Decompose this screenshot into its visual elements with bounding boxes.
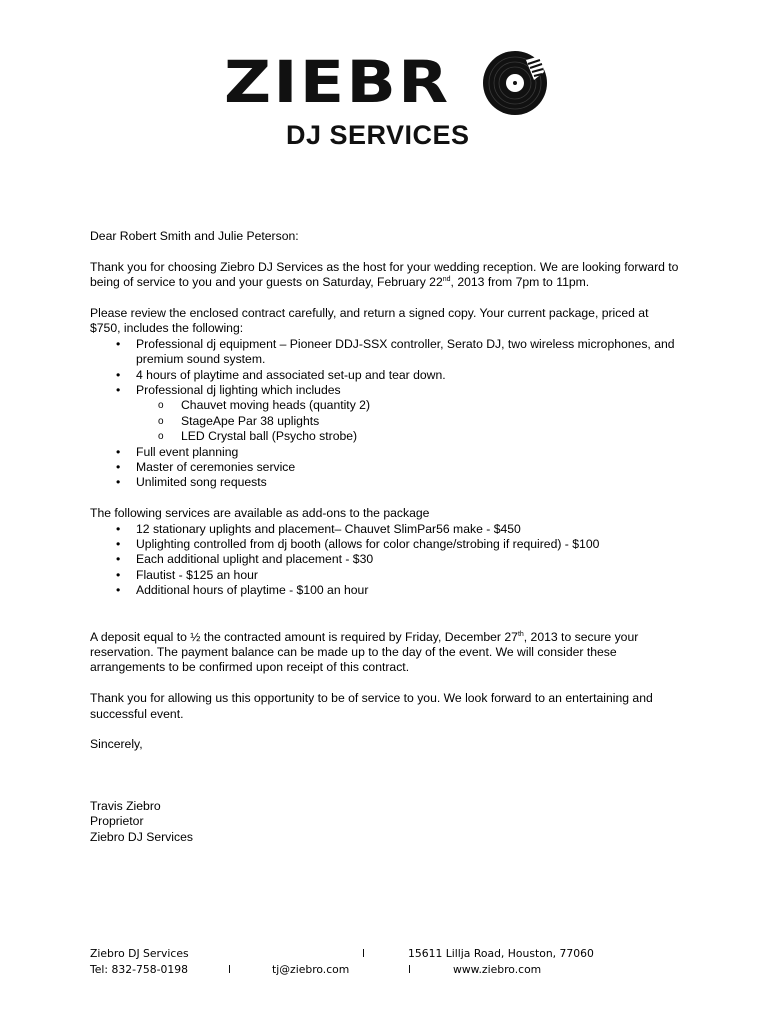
- list-item: o Chauvet moving heads (quantity 2): [181, 398, 680, 413]
- footer-company: Ziebro DJ Services: [90, 947, 189, 960]
- list-item: o LED Crystal ball (Psycho strobe): [181, 429, 680, 444]
- deposit-paragraph: [90, 630, 680, 676]
- greeting: Dear Robert Smith and Julie Peterson:: [90, 229, 299, 243]
- footer-separator: l: [228, 963, 231, 976]
- footer-website[interactable]: www.ziebro.com: [453, 963, 542, 976]
- deposit-ordinal: th: [517, 630, 524, 638]
- list-item: • Unlimited song requests: [136, 475, 680, 490]
- package-list: [90, 337, 680, 491]
- footer-separator: l: [408, 963, 411, 976]
- list-item: • Flautist - $125 an hour: [136, 568, 680, 583]
- letter-body: [90, 229, 680, 845]
- footer-row: [90, 946, 690, 962]
- addons-list: [90, 522, 680, 599]
- vinyl-record-icon: [482, 50, 548, 116]
- footer-row: [90, 962, 690, 978]
- list-item: [136, 383, 680, 445]
- signer-name: Travis Ziebro: [90, 798, 161, 813]
- list-item: • Master of ceremonies service: [136, 460, 680, 475]
- footer-separator: l: [362, 947, 365, 960]
- footer-email[interactable]: tj@ziebro.com: [272, 963, 350, 976]
- intro-date-time: , 2013 from 7pm to 11pm.: [450, 275, 590, 290]
- lighting-item-label: Professional dj lighting which includes: [136, 383, 341, 398]
- list-item: o StageApe Par 38 uplights: [181, 414, 680, 429]
- deposit-text: A deposit equal to ½ the contracted amount is required by Friday, December 27: [90, 629, 518, 644]
- list-item: • Full event planning: [136, 445, 680, 460]
- intro-paragraph: [90, 260, 680, 291]
- list-item: • Professional dj equipment – Pioneer DDJ-SSX controller, Serato DJ, two wireless microphones, and premium sound system.: [136, 337, 680, 368]
- signature-space: [90, 753, 680, 799]
- intro-ordinal: nd: [442, 276, 451, 284]
- list-item: • 12 stationary uplights and placement– Chauvet SlimPar56 make - $450: [136, 522, 680, 537]
- list-item: • Uplighting controlled from dj booth (allows for color change/strobing if required) - $100: [136, 537, 680, 552]
- closing: Sincerely,: [90, 737, 143, 752]
- signer-title: Proprietor: [90, 814, 144, 829]
- addons-intro: The following services are available as add-ons to the package: [90, 506, 430, 521]
- footer-phone: Tel: 832-758-0198: [90, 963, 188, 976]
- lighting-sublist: [136, 398, 680, 444]
- logo-subtitle: DJ SERVICES: [286, 120, 470, 150]
- list-item: • Each additional uplight and placement - $30: [136, 552, 680, 567]
- intro-text: Thank you for choosing Ziebro DJ Services as the host for your wedding reception. We are looking forward to being of service to you and your guests on Saturday, February 22: [90, 259, 679, 290]
- page-footer: [90, 946, 690, 978]
- company-logo: [220, 50, 550, 150]
- list-item: • 4 hours of playtime and associated set-up and tear down.: [136, 368, 680, 383]
- footer-address: 15611 Lillja Road, Houston, 77060: [408, 947, 594, 960]
- thanks-paragraph: Thank you for allowing us this opportunity to be of service to you. We look forward to an entertaining and successful event.: [90, 691, 653, 721]
- package-intro: Please review the enclosed contract carefully, and return a signed copy. Your current package, priced at $750, includes the following:: [90, 306, 649, 336]
- logo-wordmark: ZIEBR: [224, 48, 451, 116]
- deposit-terms: , 2013 to secure your reservation. The payment balance can be made up to the day of the event. We will consider these arrangements to be confirmed upon receipt of this contract.: [90, 629, 639, 675]
- signer-company: Ziebro DJ Services: [90, 829, 193, 844]
- list-item: • Additional hours of playtime - $100 an hour: [136, 583, 680, 598]
